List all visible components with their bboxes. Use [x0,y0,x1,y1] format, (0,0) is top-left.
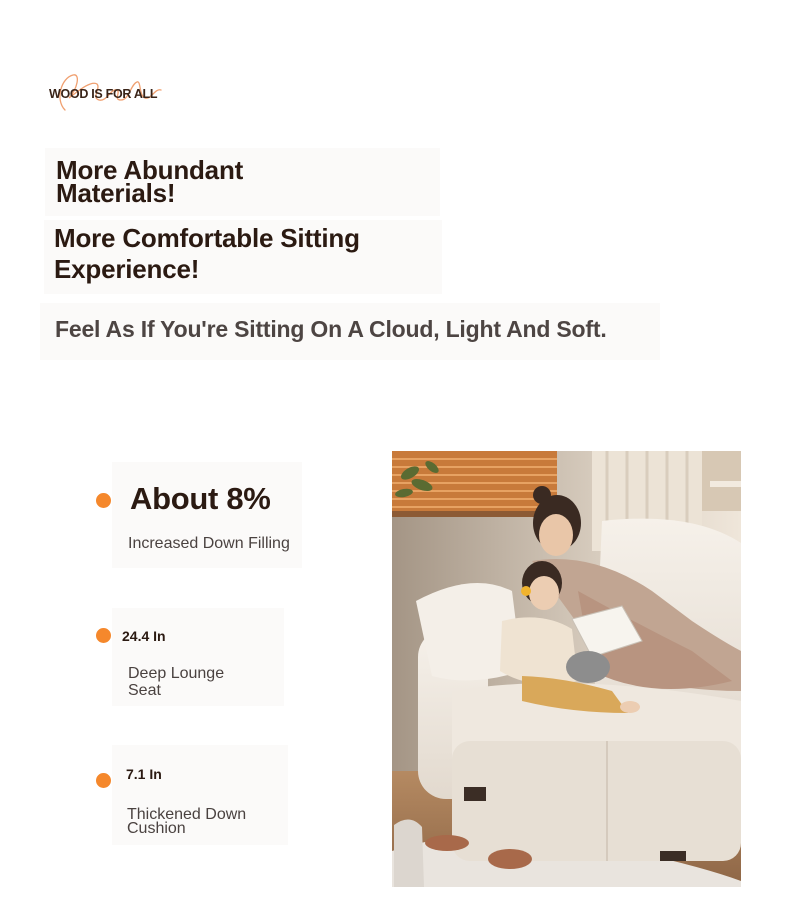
headline-line-2: Materials! [56,178,176,208]
feature-3-value: 7.1 In [126,766,162,782]
feature-1-value: About 8% [130,481,271,516]
headline-line-4: Experience! [54,254,200,284]
logo-text: WOOD IS FOR ALL [49,87,158,101]
feature-1-desc: Increased Down Filling [128,535,290,552]
sofa-photo [392,451,741,887]
feature-2-desc-line-1: Deep Lounge [128,665,225,682]
bullet-dot-icon [96,773,111,788]
feature-3-desc-line-2: Cushion [127,820,186,837]
feature-3-desc-line-1: Thickened Down [127,806,247,823]
bullet-dot-icon [96,493,111,508]
subheadline: Feel As If You're Sitting On A Cloud, Light And Soft. [55,316,607,342]
feature-2-desc-line-2: Seat [128,682,161,699]
feature-2-value: 24.4 In [122,628,166,644]
sofa-scene-illustration [392,451,741,887]
brand-logo [47,70,182,116]
headline-line-3: More Comfortable Sitting [54,223,360,253]
bullet-dot-icon [96,628,111,643]
headline-line-1: More Abundant [56,155,244,185]
